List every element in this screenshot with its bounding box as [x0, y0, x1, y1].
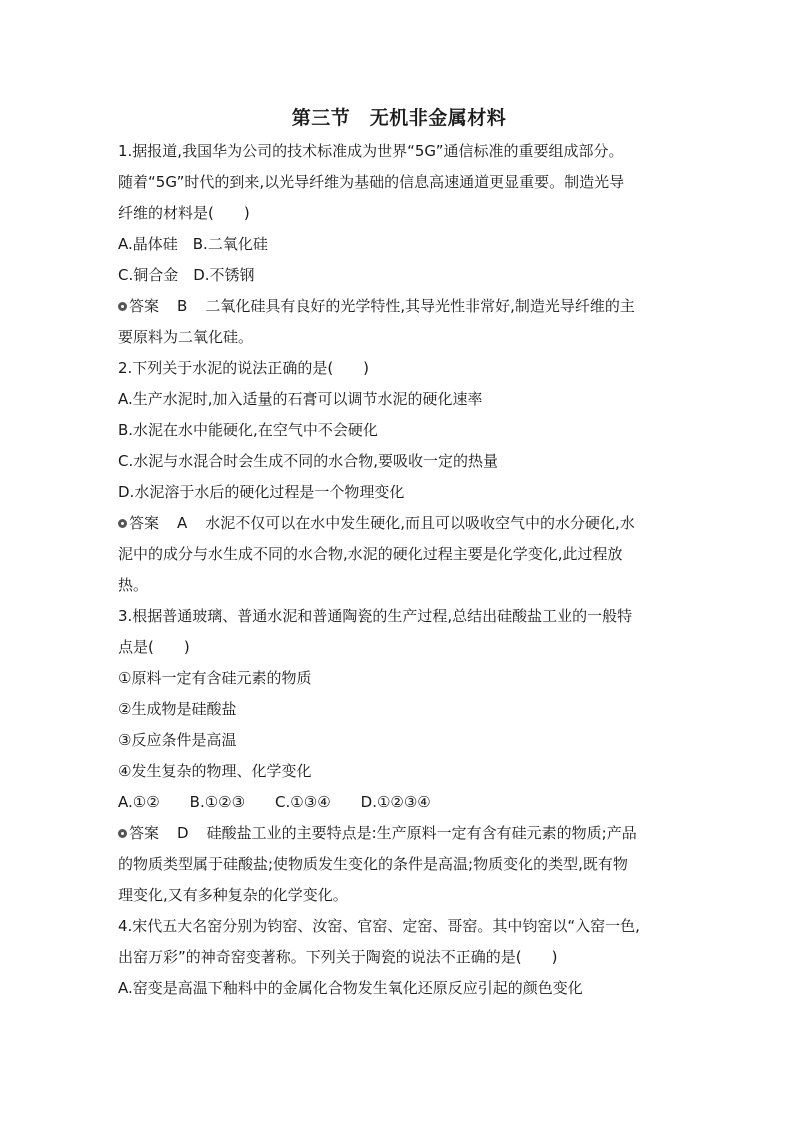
answer-explanation: 热。: [118, 576, 149, 594]
option-line: C.铜合金 D.不锈钢: [118, 266, 255, 284]
answer-explanation: 二氧化硅具有良好的光学特性,其导光性非常好,制造光导纤维的主: [205, 297, 635, 315]
answer-label: 答案: [129, 514, 160, 532]
statement-line: ③反应条件是高温: [118, 731, 237, 749]
question-text: 纤维的材料是( ): [118, 204, 250, 222]
question-4: [118, 911, 680, 1004]
answer-letter: D: [177, 824, 189, 842]
answer-explanation: 硅酸盐工业的主要特点是:生产原料一定有含有硅元素的物质;产品: [206, 824, 637, 842]
document-page: [118, 100, 680, 1004]
question-text: 出窑万彩”的神奇窑变著称。下列关于陶瓷的说法不正确的是( ): [118, 948, 558, 966]
option-line: A.窑变是高温下釉料中的金属化合物发生氧化还原反应引起的颜色变化: [118, 979, 583, 997]
question-1: [118, 136, 680, 353]
answer-explanation: 理变化,又有多种复杂的化学变化。: [118, 886, 348, 904]
answer-line: [118, 508, 680, 539]
question-text: 3.根据普通玻璃、普通水泥和普通陶瓷的生产过程,总结出硅酸盐工业的一般特: [118, 607, 633, 625]
option-line: D.水泥溶于水后的硬化过程是一个物理变化: [118, 483, 405, 501]
answer-bullet-icon: [118, 302, 127, 311]
question-text: 随着“5G”时代的到来,以光导纤维为基础的信息高速通道更显重要。制造光导: [118, 173, 625, 191]
question-text: 点是( ): [118, 638, 190, 656]
question-3: [118, 601, 680, 911]
answer-label: 答案: [129, 297, 160, 315]
answer-bullet-icon: [118, 829, 127, 838]
answer-explanation: 要原料为二氧化硅。: [118, 328, 254, 346]
answer-explanation: 泥中的成分与水生成不同的水合物,水泥的硬化过程主要是化学变化,此过程放: [118, 545, 623, 563]
statement-line: ①原料一定有含硅元素的物质: [118, 669, 312, 687]
option-line: A.晶体硅 B.二氧化硅: [118, 235, 268, 253]
option-line: A.生产水泥时,加入适量的石膏可以调节水泥的硬化速率: [118, 390, 483, 408]
statement-line: ②生成物是硅酸盐: [118, 700, 237, 718]
answer-letter: A: [177, 514, 188, 532]
answer-line: [118, 291, 680, 322]
statement-line: ④发生复杂的物理、化学变化: [118, 762, 312, 780]
answer-explanation: 的物质类型属于硅酸盐;使物质发生变化的条件是高温;物质变化的类型,既有物: [118, 855, 628, 873]
page-title: 第三节 无机非金属材料: [291, 107, 507, 129]
answer-label: 答案: [129, 824, 160, 842]
option-line: A.①② B.①②③ C.①③④ D.①②③④: [118, 793, 431, 811]
answer-line: [118, 818, 680, 849]
answer-explanation: 水泥不仅可以在水中发生硬化,而且可以吸收空气中的水分硬化,水: [205, 514, 635, 532]
answer-bullet-icon: [118, 519, 127, 528]
option-line: B.水泥在水中能硬化,在空气中不会硬化: [118, 421, 378, 439]
option-line: C.水泥与水混合时会生成不同的水合物,要吸收一定的热量: [118, 452, 499, 470]
question-2: [118, 353, 680, 601]
question-text: 4.宋代五大名窑分别为钧窑、汝窑、官窑、定窑、哥窑。其中钧窑以“入窑一色,: [118, 917, 640, 935]
answer-letter: B: [177, 297, 188, 315]
question-text: 1.据报道,我国华为公司的技术标准成为世界“5G”通信标准的重要组成部分。: [118, 142, 624, 160]
question-text: 2.下列关于水泥的说法正确的是( ): [118, 359, 370, 377]
